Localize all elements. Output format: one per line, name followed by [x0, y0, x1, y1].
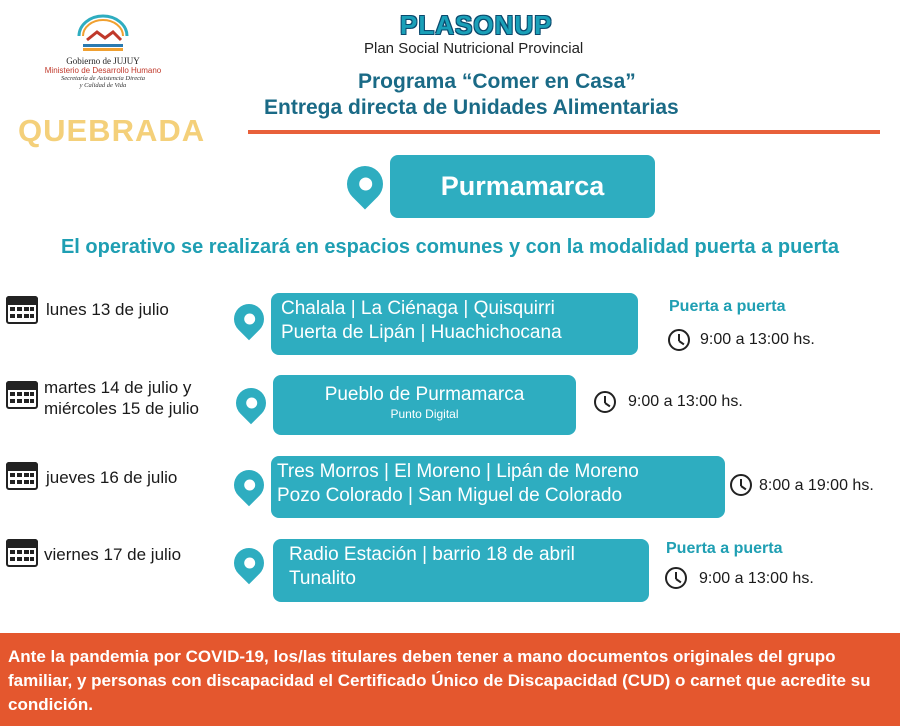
handshake-emblem-icon	[73, 12, 133, 54]
program-subtitle: Entrega directa de Unidades Alimentarias	[264, 96, 679, 119]
schedule-places	[271, 456, 725, 518]
schedule-time: 9:00 a 13:00 hs.	[699, 570, 814, 587]
schedule-day: lunes 13 de julio	[46, 300, 169, 319]
location-pin-icon	[340, 159, 391, 210]
modality-label: Puerta a puerta	[666, 540, 783, 557]
place-line: Pueblo de Purmamarca	[324, 384, 525, 405]
schedule-places	[271, 293, 638, 355]
calendar-icon	[6, 462, 38, 490]
day-line: miércoles 15 de julio	[44, 399, 199, 418]
program-name: Plan Social Nutricional Provincial	[364, 40, 584, 57]
place-line: Tres Morros | El Moreno | Lipán de Moreno	[277, 461, 639, 482]
clock-icon	[665, 567, 687, 589]
schedule-time: 8:00 a 19:00 hs.	[759, 477, 874, 494]
schedule-day: viernes 17 de julio	[44, 545, 182, 564]
region-label: QUEBRADA	[18, 113, 206, 148]
location-pin-icon	[230, 382, 272, 424]
place-line: Radio Estación | barrio 18 de abril	[289, 544, 575, 565]
schedule-time: 9:00 a 13:00 hs.	[628, 393, 743, 410]
place-sublabel: Punto Digital	[390, 407, 459, 421]
program-acronym: PLASONUP	[400, 10, 553, 40]
logo-secretariat-text-2: y Calidad de Vida	[79, 82, 127, 89]
day-line: martes 14 de julio y	[44, 378, 192, 397]
location-pin-icon	[228, 464, 270, 506]
schedule-day: jueves 16 de julio	[46, 468, 178, 487]
logo-secretariat-text: Secretaría de Asistencia Directa	[60, 75, 146, 82]
schedule-day	[44, 377, 199, 419]
place-line: Pozo Colorado | San Miguel de Colorado	[277, 485, 623, 506]
location-banner: Purmamarca	[390, 155, 655, 218]
clock-icon	[668, 329, 690, 351]
operation-intro: El operativo se realizará en espacios comunes y con la modalidad puerta a puerta	[60, 236, 840, 258]
government-logo	[28, 12, 178, 89]
logo-ministry-text: Ministerio de Desarrollo Humano	[44, 66, 162, 75]
calendar-icon	[6, 296, 38, 324]
clock-icon	[594, 391, 616, 413]
place-line: Puerta de Lipán | Huachichocana	[281, 322, 562, 343]
program-title: Programa “Comer en Casa”	[358, 70, 636, 93]
covid-notice: Ante la pandemia por COVID-19, los/las titulares deben tener a mano documentos originales del grupo familiar, y personas con discapacidad el Certificado Único de Discapacidad (CUD) o carnet que acredite su condición.	[0, 633, 900, 726]
schedule-places	[273, 539, 649, 602]
place-line: Chalala | La Ciénaga | Quisquirri	[281, 298, 555, 319]
header-divider	[248, 130, 880, 134]
calendar-icon	[6, 381, 38, 409]
location-pin-icon	[228, 542, 270, 584]
calendar-icon	[6, 539, 38, 567]
place-line: Tunalito	[289, 568, 356, 589]
schedule-time: 9:00 a 13:00 hs.	[700, 331, 815, 348]
schedule-places	[273, 375, 576, 435]
modality-label: Puerta a puerta	[669, 298, 786, 315]
logo-government-text: Gobierno de JUJUY	[66, 56, 140, 66]
clock-icon	[730, 474, 752, 496]
location-pin-icon	[228, 298, 270, 340]
